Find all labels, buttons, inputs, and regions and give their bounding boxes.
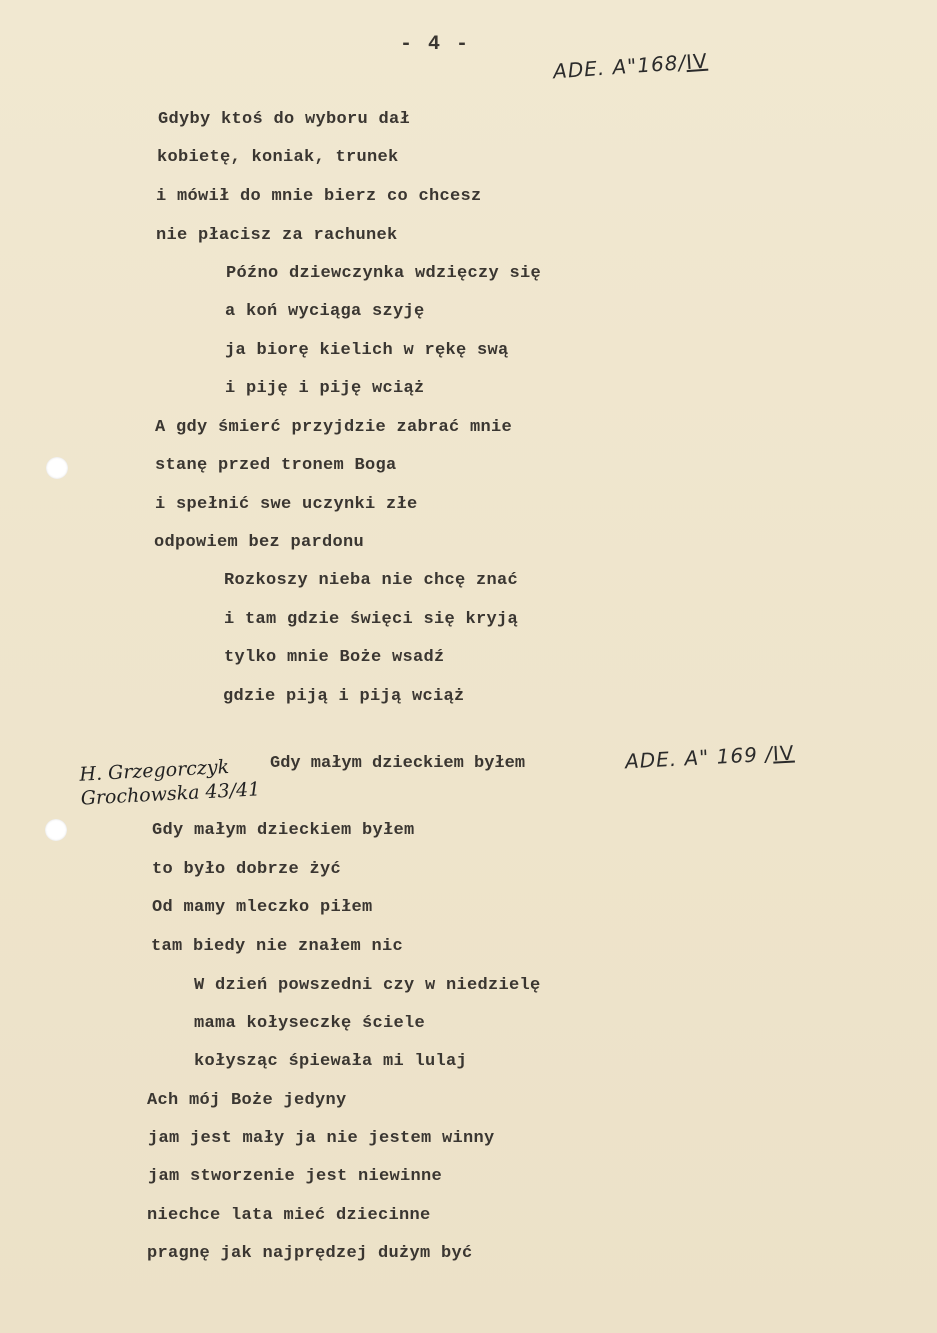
poem-line: W dzień powszedni czy w niedzielę	[194, 976, 541, 995]
poem-line: gdzie piją i piją wciąż	[223, 687, 465, 706]
poem-line: ja biorę kielich w rękę swą	[225, 341, 509, 360]
poem-line: i spełnić swe uczynki złe	[155, 495, 418, 514]
poem-line: tam biedy nie znałem nic	[151, 937, 404, 956]
poem-line: kobietę, koniak, trunek	[157, 148, 399, 167]
poem-line: jam stworzenie jest niewinne	[148, 1167, 443, 1186]
poem-line: i piję i piję wciąż	[225, 379, 425, 398]
poem-line: kołysząc śpiewała mi lulaj	[194, 1052, 468, 1071]
poem-line: Od mamy mleczko piłem	[152, 898, 373, 917]
poem-line: Późno dziewczynka wdzięczy się	[226, 264, 542, 283]
poem-line: stanę przed tronem Boga	[155, 456, 397, 475]
archive-signature-mid	[624, 741, 795, 774]
poem-line: pragnę jak najprędzej dużym być	[147, 1244, 473, 1263]
poem-line: tylko mnie Boże wsadź	[224, 648, 445, 667]
handwritten-author	[79, 753, 261, 810]
poem-line: niechce lata mieć dziecinne	[147, 1206, 431, 1225]
poem-line: Rozkoszy nieba nie chcę znać	[224, 571, 519, 590]
signature-roman: IV	[685, 48, 709, 75]
poem-line: A gdy śmierć przyjdzie zabrać mnie	[155, 418, 513, 437]
signature-roman: IV	[772, 740, 796, 766]
page-number: - 4 -	[400, 33, 471, 56]
signature-text: ADE. A"168/	[552, 50, 687, 84]
poem-line: Gdyby ktoś do wyboru dał	[158, 110, 411, 129]
author-name: H. Grzegorczyk	[78, 755, 230, 786]
poem-line: odpowiem bez pardonu	[154, 533, 365, 552]
poem-line: Ach mój Boże jedyny	[147, 1091, 347, 1110]
poem-line: jam jest mały ja nie jestem winny	[148, 1129, 495, 1148]
punch-hole-bottom	[45, 819, 67, 841]
poem-line: to było dobrze żyć	[152, 860, 342, 879]
poem-2-title: Gdy małym dzieckiem byłem	[270, 754, 526, 773]
signature-text: ADE. A" 169 /	[624, 741, 774, 774]
punch-hole-top	[46, 457, 68, 479]
poem-line: a koń wyciąga szyję	[225, 302, 425, 321]
poem-line: mama kołyseczkę ściele	[194, 1014, 426, 1033]
poem-line: i mówił do mnie bierz co chcesz	[156, 187, 482, 206]
author-address: Grochowska 43/41	[80, 778, 261, 810]
poem-line: i tam gdzie święci się kryją	[224, 610, 519, 629]
poem-line: nie płacisz za rachunek	[156, 226, 398, 245]
poem-line: Gdy małym dzieckiem byłem	[152, 821, 415, 840]
archive-signature-top	[552, 49, 708, 84]
